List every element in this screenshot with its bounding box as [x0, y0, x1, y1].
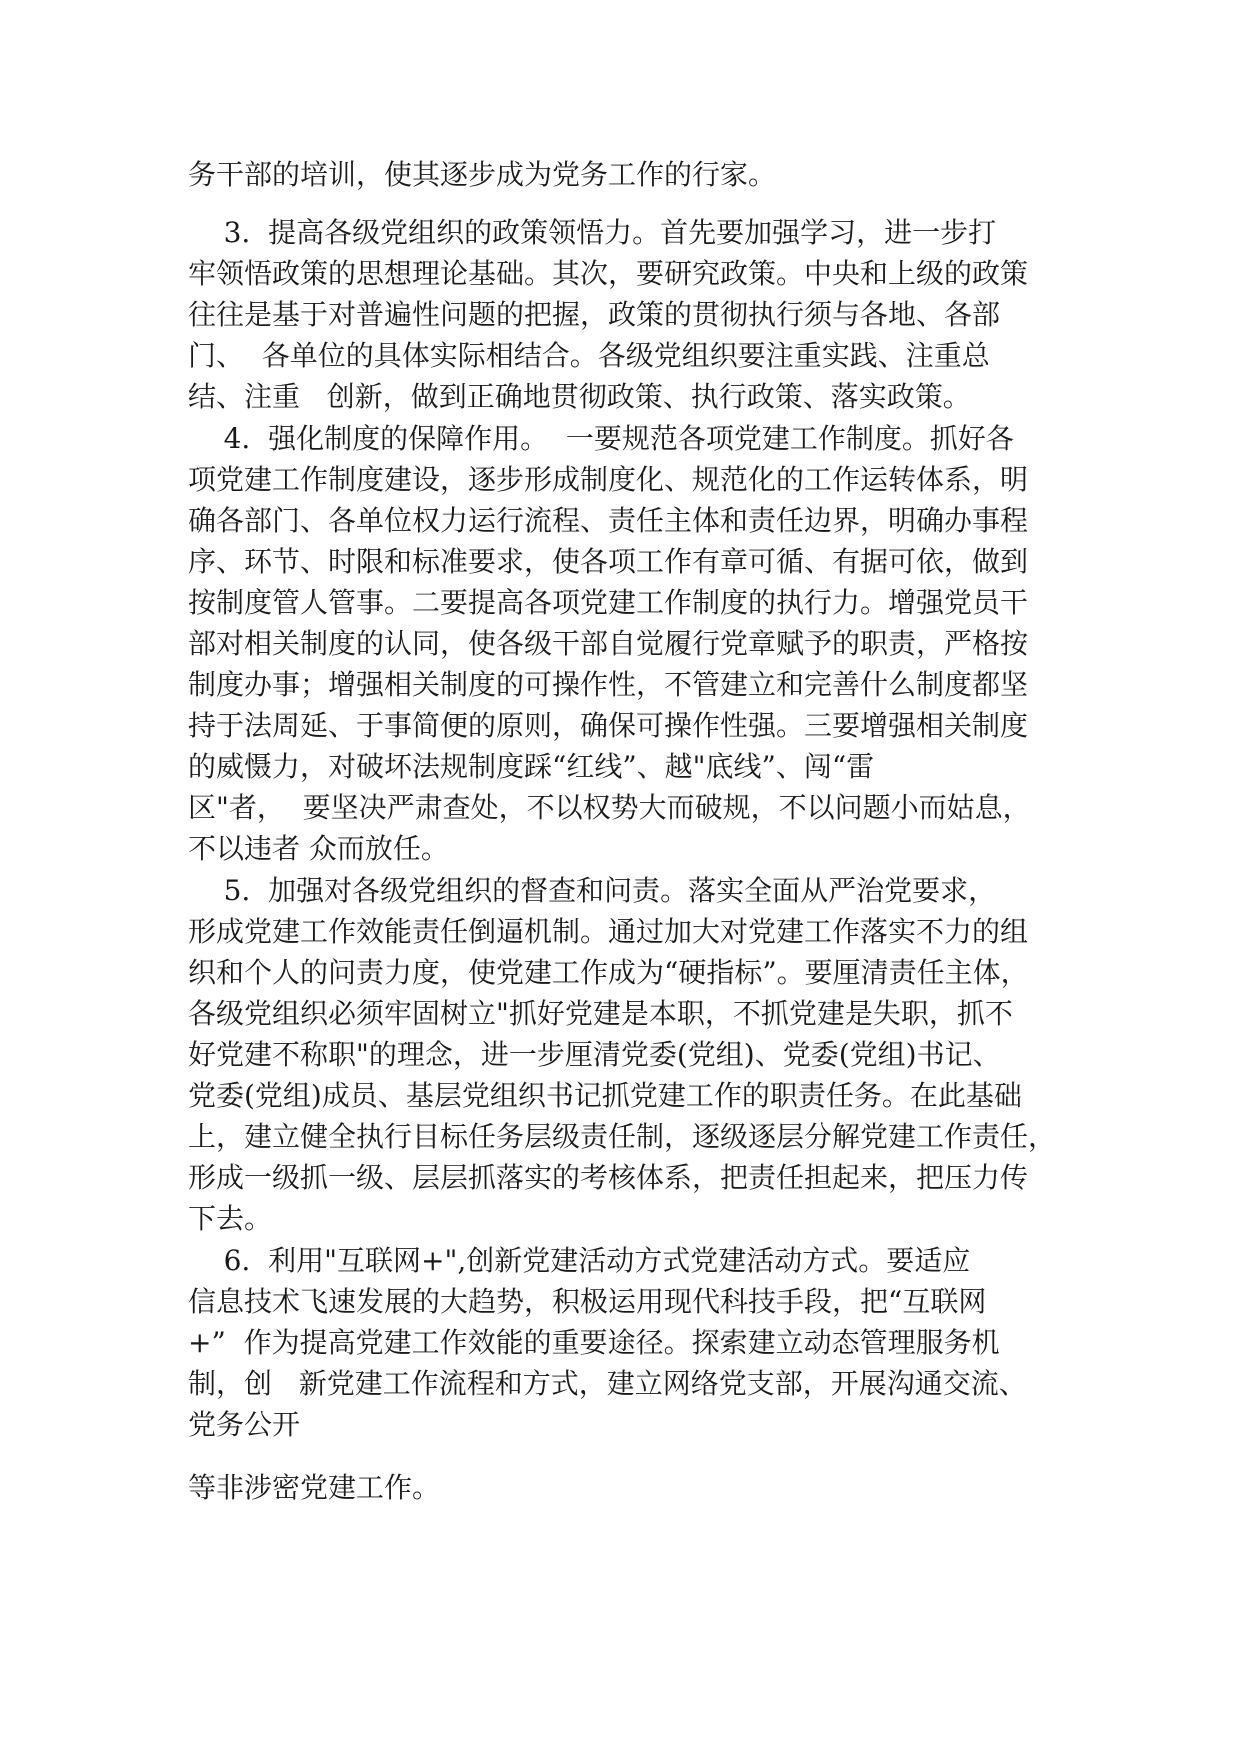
paragraph-item-6 [188, 1240, 1068, 1445]
text-line: 党务公开 [188, 1408, 301, 1441]
text-line: 往往是基于对普遍性问题的把握，政策的贯彻执行须与各地、各部 [188, 298, 1001, 331]
text-line: 上，建立健全执行目标任务层级责任制，逐级逐层分解党建工作责任， [188, 1120, 1057, 1153]
text-line: 好党建不称职"的理念，进一步厘清党委(党组)、党委(党组)书记、 [188, 1038, 1001, 1071]
text-line: 党委(党组)成员、基层党组织书记抓党建工作的职责任务。在此基础 [188, 1079, 1022, 1112]
text-line: 制度办事；增强相关制度的可操作性，不管建立和完善什么制度都坚 [188, 668, 1029, 701]
text-line: 织和个人的问责力度，使党建工作成为“硬指标”。要厘清责任主体， [188, 956, 1029, 989]
text-line: 下去。 [188, 1202, 273, 1235]
text-line: 务干部的培训，使其逐步成为党务工作的行家。 [188, 158, 777, 191]
text-line: 3. 提高各级党组织的政策领悟力。首先要加强学习，进一步打 [188, 216, 997, 249]
text-line: 门、 各单位的具体实际相结合。各级党组织要注重实践、注重总 [188, 339, 990, 372]
text-line: 的威慑力，对破坏法规制度踩“红线”、越"底线”、闯“雷 [188, 750, 875, 783]
text-line: 牢领悟政策的思想理论基础。其次，要研究政策。中央和上级的政策 [188, 257, 1029, 290]
text-line: 5. 加强对各级党组织的督查和问责。落实全面从严治党要求， [188, 874, 997, 907]
text-line: 形成党建工作效能责任倒逼机制。通过加大对党建工作落实不力的组 [188, 915, 1029, 948]
text-line: 部对相关制度的认同，使各级干部自觉履行党章赋予的职责，严格按 [188, 627, 1029, 660]
text-line: 各级党组织必须牢固树立"抓好党建是本职，不抓党建是失职，抓不 [188, 997, 1013, 1030]
text-line: 项党建工作制度建设，逐步形成制度化、规范化的工作运转体系，明 [188, 463, 1029, 496]
paragraph-item-4 [188, 418, 1068, 869]
text-line: 持于法周延、于事简便的原则，确保可操作性强。三要增强相关制度 [188, 709, 1029, 742]
text-line: 4. 强化制度的保障作用。 一要规范各项党建工作制度。抓好各 [188, 422, 1014, 455]
paragraph-item-3 [188, 212, 1068, 417]
text-line: +” 作为提高党建工作效能的重要途径。探索建立动态管理服务机 [188, 1326, 1000, 1359]
paragraph-item-5 [188, 870, 1068, 1239]
text-line: 6. 利用"互联网+",创新党建活动方式党建活动方式。要适应 [188, 1244, 971, 1277]
text-line: 形成一级抓一级、层层抓落实的考核体系，把责任担起来，把压力传 [188, 1161, 1029, 1194]
text-line: 不以违者 众而放任。 [188, 832, 449, 865]
text-line: 区"者， 要坚决严肃查处，不以权势大而破规，不以问题小而姑息， [188, 791, 1031, 824]
paragraph-intro-continuation [188, 154, 1068, 195]
text-line: 等非涉密党建工作。 [188, 1471, 441, 1504]
text-line: 信息技术飞速发展的大趋势，积极运用现代科技手段，把“互联网 [188, 1285, 987, 1318]
text-line: 序、环节、时限和标准要求，使各项工作有章可循、有据可依，做到 [188, 545, 1029, 578]
text-line: 制，创 新党建工作流程和方式，建立网络党支部，开展沟通交流、 [188, 1367, 1027, 1400]
text-line: 确各部门、各单位权力运行流程、责任主体和责任边界，明确办事程 [188, 504, 1029, 537]
paragraph-closing [188, 1467, 1068, 1508]
text-line: 结、注重 创新，做到正确地贯彻政策、执行政策、落实政策。 [188, 380, 971, 413]
text-line: 按制度管人管事。二要提高各项党建工作制度的执行力。增强党员干 [188, 586, 1029, 619]
